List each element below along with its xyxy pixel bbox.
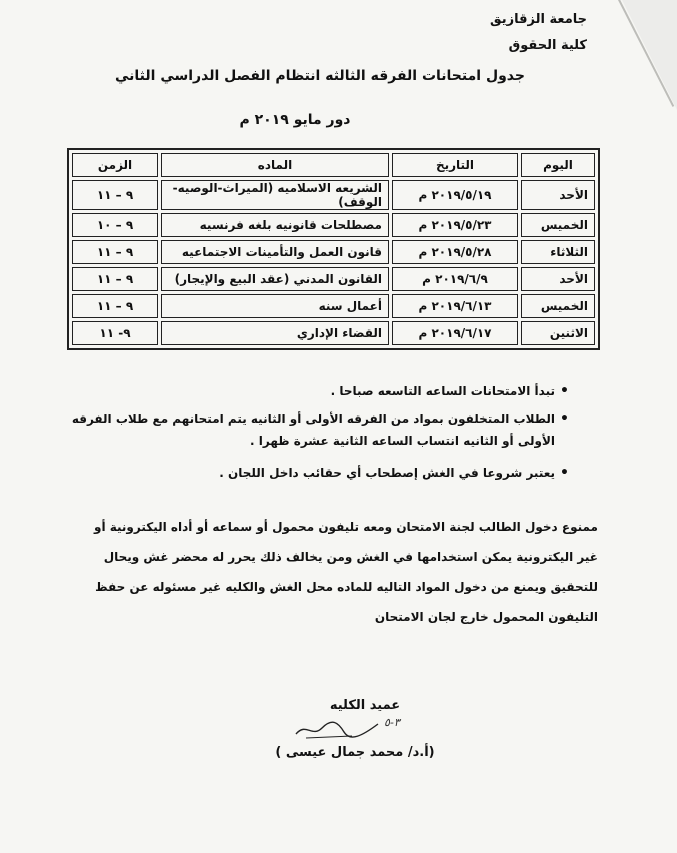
table-row <box>72 294 595 318</box>
cell-date: ٢٠١٩/٦/١٧ م <box>392 321 518 345</box>
table-row <box>72 213 595 237</box>
note-item: • تبدأ الامتحانات الساعه التاسعه صباحا . <box>49 380 569 402</box>
cell-subject: الشريعه الاسلاميه (الميراث-الوصيه-الوقف) <box>161 180 389 210</box>
cell-day: الثلاثاء <box>521 240 595 264</box>
phone-ban-warning: ممنوع دخول الطالب لجنة الامتحان ومعه تليفون محمول أو سماعه أو أداه اليكترونية أو غير اليكترونية يمكن استخدامها في الغش ومن يخالف ذلك يحرر له محضر غش ويحال للتحقيق ويمنع من دخول المواد التاليه للماده محل الغش والكليه غير مسئوله عن حفظ التليفون المحمول خارج لجان الامتحان <box>94 520 598 624</box>
dean-title: عميد الكليه <box>329 698 401 713</box>
handwritten-signature <box>292 718 382 742</box>
table-row <box>72 267 595 291</box>
table-row <box>72 321 595 345</box>
cell-subject: قانون العمل والتأمينات الاجتماعيه <box>161 240 389 264</box>
cell-date: ٢٠١٩/٦/١٣ م <box>392 294 518 318</box>
column-header-day: اليوم <box>521 153 595 177</box>
faculty-name: كلية الحقوق <box>508 38 587 53</box>
exam-notes-list <box>49 380 569 494</box>
dean-name: (أ.د/ محمد جمال عيسى ) <box>275 745 435 760</box>
cell-time: ٩- ١١ <box>72 321 158 345</box>
cell-date: ٢٠١٩/٥/١٩ م <box>392 180 518 210</box>
table-row <box>72 180 595 210</box>
note-item: • يعتبر شروعا في الغش إصطحاب أي حقائب داخل اللجان . <box>49 462 569 484</box>
cell-time: ٩ – ١١ <box>72 267 158 291</box>
cell-date: ٢٠١٩/٦/٩ م <box>392 267 518 291</box>
cell-subject: القانون المدني (عقد البيع والإيجار) <box>161 267 389 291</box>
cell-time: ٩ – ١١ <box>72 240 158 264</box>
cell-subject: القضاء الإداري <box>161 321 389 345</box>
table-header-row <box>72 153 595 177</box>
cell-date: ٢٠١٩/٥/٢٨ م <box>392 240 518 264</box>
cell-day: الخميس <box>521 294 595 318</box>
signature-date: ٣-٥ <box>384 716 400 729</box>
document-title: جدول امتحانات الفرقه الثالثه انتظام الفصل الدراسي الثاني <box>115 68 525 84</box>
cell-time: ٩ – ١١ <box>72 180 158 210</box>
cell-subject: أعمال سنه <box>161 294 389 318</box>
cell-date: ٢٠١٩/٥/٢٣ م <box>392 213 518 237</box>
cell-day: الأحد <box>521 180 595 210</box>
note-item: • الطلاب المتخلفون بمواد من الفرقه الأولى أو الثانيه يتم امتحانهم مع طلاب الفرقه الأولى أو الثانيه انتساب الساعه الثانية عشرة ظهرا . <box>49 408 569 452</box>
exam-schedule-table <box>67 148 600 350</box>
column-header-date: التاريخ <box>392 153 518 177</box>
exam-session: دور مايو ٢٠١٩ م <box>239 112 351 128</box>
column-header-subject: الماده <box>161 153 389 177</box>
university-name: جامعة الزقازيق <box>490 12 587 27</box>
cell-day: الخميس <box>521 213 595 237</box>
cell-subject: مصطلحات قانونيه بلغه فرنسيه <box>161 213 389 237</box>
cell-day: الاثنين <box>521 321 595 345</box>
cell-day: الأحد <box>521 267 595 291</box>
cell-time: ٩ – ١١ <box>72 294 158 318</box>
column-header-time: الزمن <box>72 153 158 177</box>
table-row <box>72 240 595 264</box>
cell-time: ٩ – ١٠ <box>72 213 158 237</box>
